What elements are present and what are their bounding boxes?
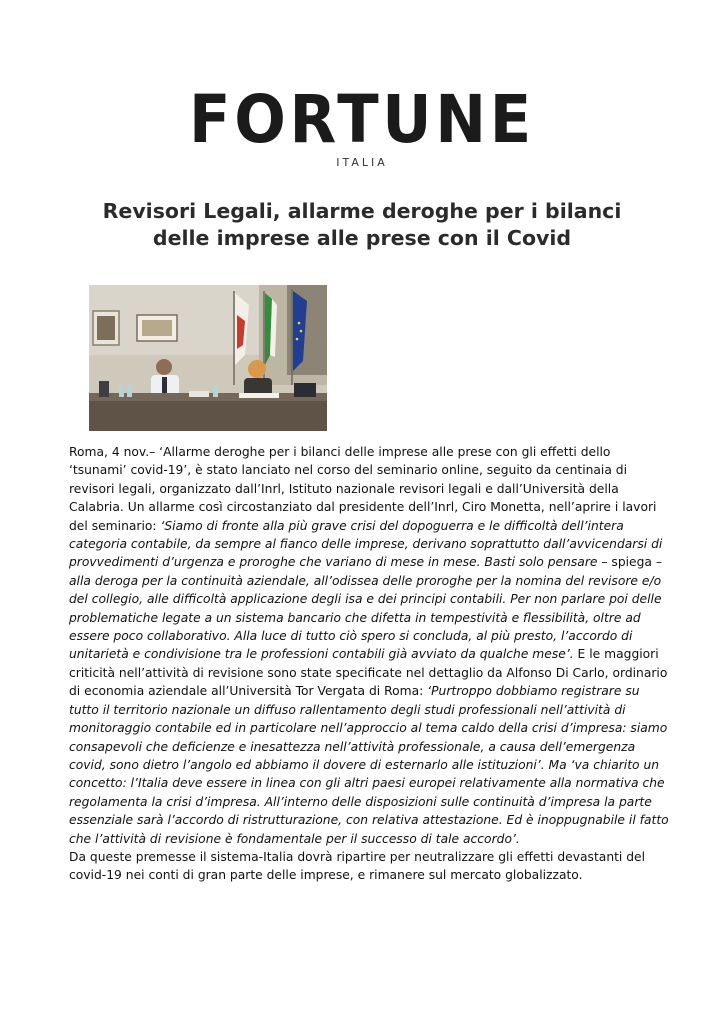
body-segment-2: – spiega – [601, 555, 663, 570]
article-headline [40, 198, 684, 252]
body-segment-1: Roma, 4 nov.– ‘Allarme deroghe per i bilanci delle imprese alle prese con gli effetti dello ‘tsunami’ covid-19’, è stato lanciato nel corso del seminario online, seguito da centinaia di revisori legali, organizzato dall’Inrl, Istituto nazionale revisori legali e dall’Università della Calabria. Un allarme così circostanziato dal presidente dell’Inrl, Ciro Monetta, nell’aprire i lavori del seminario: [69, 445, 657, 533]
meeting-photo-illustration [89, 285, 327, 431]
headline-line-2: delle imprese alle prese con il Covid [152, 226, 572, 250]
body-quote-2: alla deroga per la continuità aziendale, all’odissea delle proroghe per la nomina del revisore e/o del collegio, alle difficoltà applicazione degli isa e dei principi contabili. Per non parlare poi delle problematiche legate a un sistema bancario che difetta in tempestività e flessibilità, oltre ad essere poco collaborativo. Alla luce di tutto ciò spero si concluda, al più presto, l’accordo di unitarietà e condivisione tra le professioni contabili già avviato da qualche mese’. [69, 573, 662, 662]
body-segment-3: E le maggiori criticità nell’attività di revisione sono state specificate nel dettaglio da Alfonso Di Carlo, ordinario di economia aziendale all’Università Tor Vergata di Roma: [69, 647, 668, 699]
article-body [69, 443, 669, 885]
body-quote-1: ‘Siamo di fronte alla più grave crisi del dopoguerra e le difficoltà dell’intera categoria contabile, da sempre al fianco delle imprese, derivano soprattutto dall’avvicendarsi di provvedimenti d’urgenza e proroghe che variano di mese in mese. Basti solo pensare [69, 518, 663, 570]
headline-line-1: Revisori Legali, allarme deroghe per i bilanci [102, 199, 622, 223]
masthead [0, 81, 724, 169]
edition-label: ITALIA [336, 156, 388, 169]
fortune-logo: FORTUNE [189, 81, 535, 158]
body-closing: Da queste premesse il sistema-Italia dovrà ripartire per neutralizzare gli effetti devastanti del covid-19 nei conti di gran parte delle imprese, e rimanere sul mercato globalizzato. [69, 849, 646, 883]
meeting-photo [89, 285, 327, 431]
body-quote-3: ‘Purtroppo dobbiamo registrare su tutto il territorio nazionale un diffuso rallentamento degli studi professionali nell’attività di monitoraggio contabile ed in particolare nell’approccio al tema caldo della crisi d’impresa: siamo consapevoli che deficienze e inesattezza nell’attività professionale, a causa dell’emergenza covid, sono dietro l’angolo ed abbiamo il dovere di esternarlo alle istituzioni’. Ma ‘va chiarito un concetto: l’Italia deve essere in linea con gli altri paesi europei relativamente alla normativa che regolamenta la crisi d’impresa. All’interno delle disposizioni sulle continuità d’impresa la parte essenziale sarà l’accordo di ristrutturazione, con relativa attestazione. Ed è inoppugnabile il fatto che l’attività di revisione è fondamentale per il successo di tale accordo’. [69, 684, 669, 846]
